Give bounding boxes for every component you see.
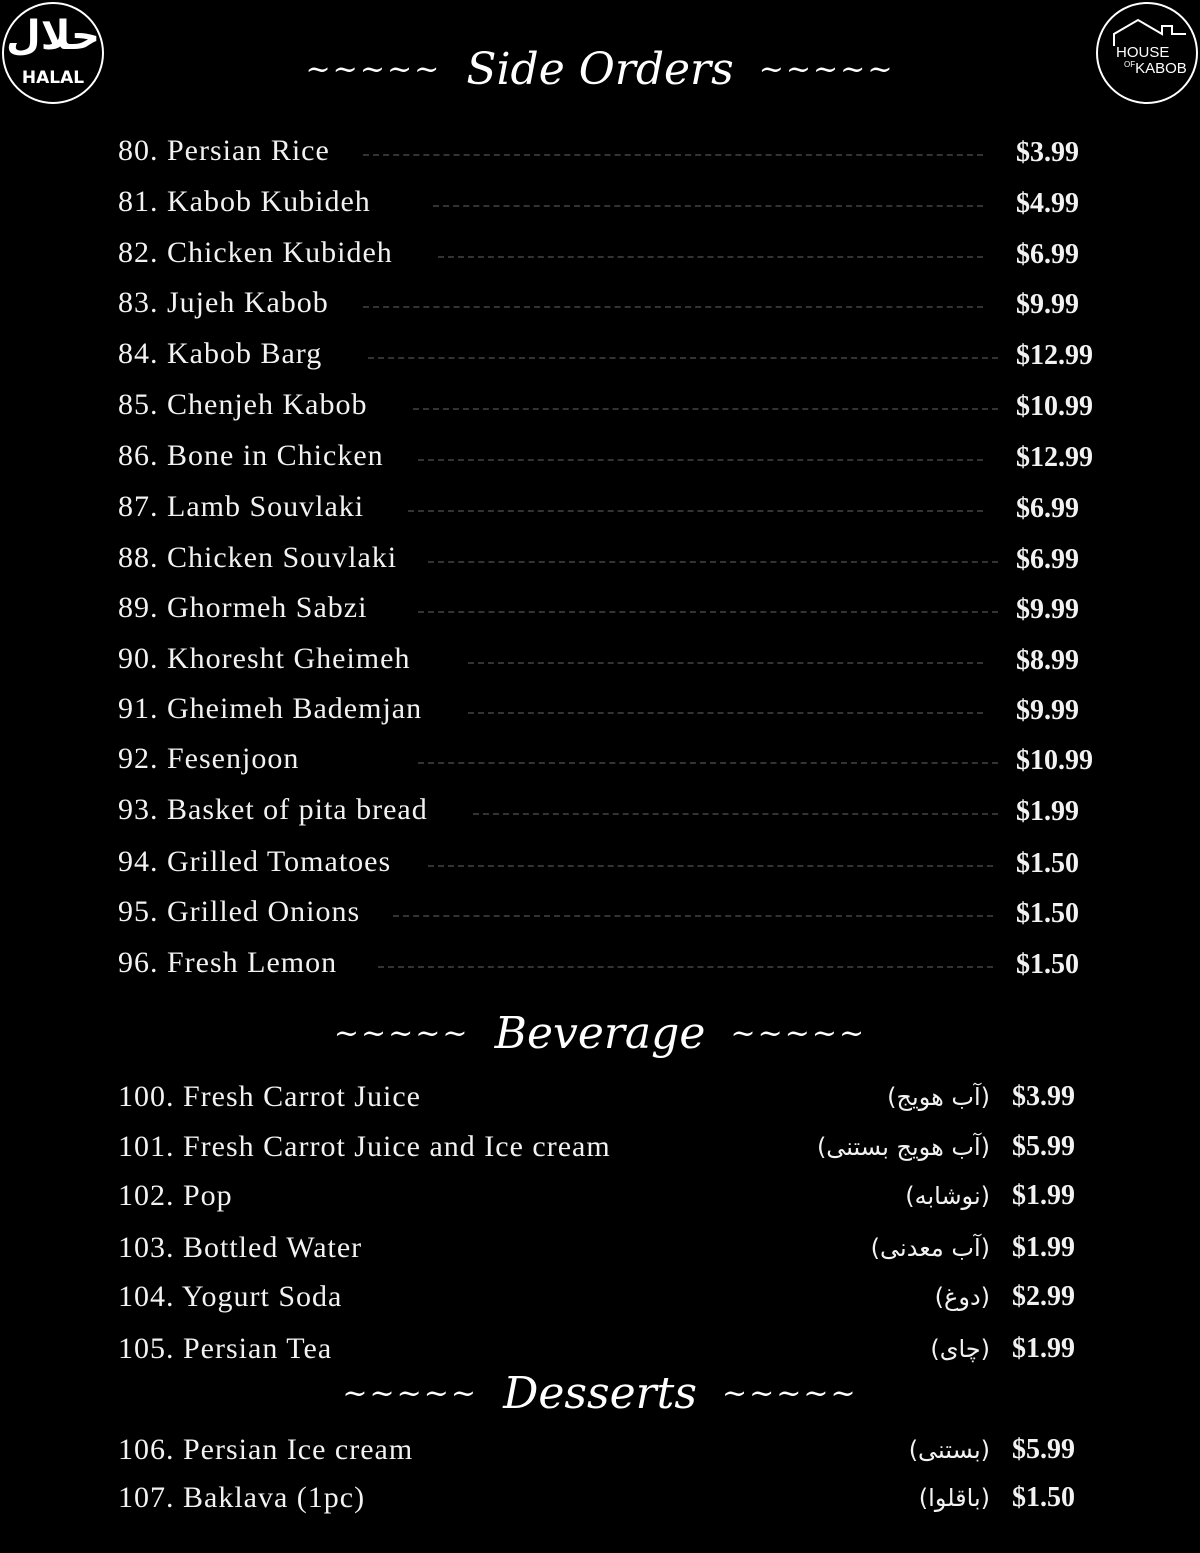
item-price: $1.50 — [1016, 848, 1079, 879]
item-price: $9.99 — [1016, 695, 1079, 726]
tilde-left: ~~~~~ — [305, 52, 442, 87]
item-price: $10.99 — [1016, 391, 1093, 422]
item-price: $1.50 — [1016, 949, 1079, 980]
item-price: $12.99 — [1016, 340, 1093, 371]
brand-of: OF — [1124, 60, 1136, 69]
tilde-left: ~~~~~ — [342, 1376, 478, 1411]
dotted-leader — [428, 865, 993, 867]
dotted-leader — [418, 611, 998, 613]
item-farsi-name: (آب هویج) — [887, 1083, 990, 1111]
item-name: 105. Persian Tea — [118, 1332, 333, 1365]
item-farsi-name: (دوغ) — [934, 1283, 990, 1311]
side-order-row — [118, 541, 1118, 581]
item-name: 106. Persian Ice cream — [118, 1433, 414, 1466]
dotted-leader — [368, 357, 998, 359]
side-orders-heading — [0, 44, 1200, 95]
item-name: 91. Gheimeh Bademjan — [118, 692, 423, 725]
section-title: Beverage — [494, 1008, 706, 1059]
dotted-leader — [393, 915, 993, 917]
item-name: 90. Khoresht Gheimeh — [118, 642, 411, 675]
item-price: $5.99 — [1012, 1434, 1075, 1465]
beverage-row — [118, 1280, 1118, 1320]
item-name: 87. Lamb Souvlaki — [118, 490, 365, 523]
item-price: $1.99 — [1012, 1180, 1075, 1211]
dotted-leader — [473, 813, 998, 815]
item-farsi-name: (آب معدنی) — [870, 1234, 990, 1262]
item-name: 89. Ghormeh Sabzi — [118, 591, 368, 624]
dessert-row — [118, 1433, 1118, 1473]
item-price: $12.99 — [1016, 442, 1093, 473]
dotted-leader — [363, 154, 983, 156]
item-name: 92. Fesenjoon — [118, 742, 300, 775]
section-title: Desserts — [503, 1368, 697, 1419]
dotted-leader — [413, 408, 998, 410]
item-price: $9.99 — [1016, 594, 1079, 625]
item-price: $1.99 — [1016, 796, 1079, 827]
dotted-leader — [418, 459, 983, 461]
dotted-leader — [438, 256, 983, 258]
item-price: $6.99 — [1016, 493, 1079, 524]
side-order-row — [118, 388, 1118, 428]
item-price: $1.99 — [1012, 1333, 1075, 1364]
halal-text: HALAL — [21, 68, 85, 88]
item-name: 83. Jujeh Kabob — [118, 286, 329, 319]
beverage-row — [118, 1231, 1118, 1271]
dotted-leader — [468, 712, 983, 714]
item-name: 103. Bottled Water — [118, 1231, 363, 1264]
item-name: 96. Fresh Lemon — [118, 946, 338, 979]
tilde-right: ~~~~~ — [758, 52, 895, 87]
dotted-leader — [408, 510, 983, 512]
dessert-row — [118, 1481, 1118, 1521]
item-price: $3.99 — [1012, 1081, 1075, 1112]
item-name: 107. Baklava (1pc) — [118, 1481, 366, 1514]
dotted-leader — [363, 306, 983, 308]
side-order-row — [118, 490, 1118, 530]
beverage-row — [118, 1080, 1118, 1120]
side-order-row — [118, 591, 1118, 631]
item-name: 100. Fresh Carrot Juice — [118, 1080, 421, 1113]
side-order-row — [118, 642, 1118, 682]
side-order-row — [118, 895, 1118, 935]
desserts-heading — [0, 1368, 1200, 1419]
side-order-row — [118, 742, 1118, 782]
item-price: $6.99 — [1016, 239, 1079, 270]
dotted-leader — [468, 662, 983, 664]
side-order-row — [118, 692, 1118, 732]
item-price: $3.99 — [1016, 137, 1079, 168]
item-name: 95. Grilled Onions — [118, 895, 361, 928]
item-price: $1.99 — [1012, 1232, 1075, 1263]
item-name: 102. Pop — [118, 1179, 233, 1212]
side-order-row — [118, 845, 1118, 885]
side-order-row — [118, 286, 1118, 326]
item-farsi-name: (باقلوا) — [918, 1484, 990, 1512]
item-name: 104. Yogurt Soda — [118, 1280, 343, 1313]
dotted-leader — [378, 966, 993, 968]
item-price: $6.99 — [1016, 544, 1079, 575]
item-price: $10.99 — [1016, 745, 1093, 776]
halal-arabic-text: حلال — [6, 13, 100, 59]
item-price: $8.99 — [1016, 645, 1079, 676]
side-order-row — [118, 236, 1118, 276]
item-price: $1.50 — [1016, 898, 1079, 929]
item-price: $2.99 — [1012, 1281, 1075, 1312]
item-name: 82. Chicken Kubideh — [118, 236, 393, 269]
dotted-leader — [428, 561, 998, 563]
item-name: 93. Basket of pita bread — [118, 793, 428, 826]
item-name: 84. Kabob Barg — [118, 337, 323, 370]
item-name: 80. Persian Rice — [118, 134, 330, 167]
dotted-leader — [418, 762, 998, 764]
beverage-heading — [0, 1008, 1200, 1059]
tilde-right: ~~~~~ — [722, 1376, 858, 1411]
beverage-row — [118, 1130, 1118, 1170]
item-name: 94. Grilled Tomatoes — [118, 845, 392, 878]
item-name: 86. Bone in Chicken — [118, 439, 384, 472]
item-name: 81. Kabob Kubideh — [118, 185, 371, 218]
brand-kabob: KABOB — [1135, 60, 1187, 77]
tilde-right: ~~~~~ — [730, 1016, 867, 1051]
item-name: 101. Fresh Carrot Juice and Ice cream — [118, 1130, 611, 1163]
dotted-leader — [433, 205, 983, 207]
side-order-row — [118, 337, 1118, 377]
item-price: $4.99 — [1016, 188, 1079, 219]
side-order-row — [118, 946, 1118, 986]
beverage-row — [118, 1179, 1118, 1219]
item-farsi-name: (آب هویج بستنی) — [816, 1133, 990, 1161]
brand-line1: HOUSE — [1116, 44, 1170, 61]
item-price: $9.99 — [1016, 289, 1079, 320]
side-order-row — [118, 793, 1118, 833]
item-price: $5.99 — [1012, 1131, 1075, 1162]
item-farsi-name: (بستنی) — [908, 1436, 990, 1464]
item-price: $1.50 — [1012, 1482, 1075, 1513]
tilde-left: ~~~~~ — [333, 1016, 470, 1051]
item-name: 88. Chicken Souvlaki — [118, 541, 398, 574]
item-farsi-name: (چای) — [930, 1335, 990, 1363]
side-order-row — [118, 185, 1118, 225]
side-order-row — [118, 439, 1118, 479]
section-title: Side Orders — [466, 44, 734, 95]
item-name: 85. Chenjeh Kabob — [118, 388, 368, 421]
beverage-row — [118, 1332, 1118, 1372]
item-farsi-name: (نوشابه) — [905, 1182, 990, 1210]
side-order-row — [118, 134, 1118, 174]
